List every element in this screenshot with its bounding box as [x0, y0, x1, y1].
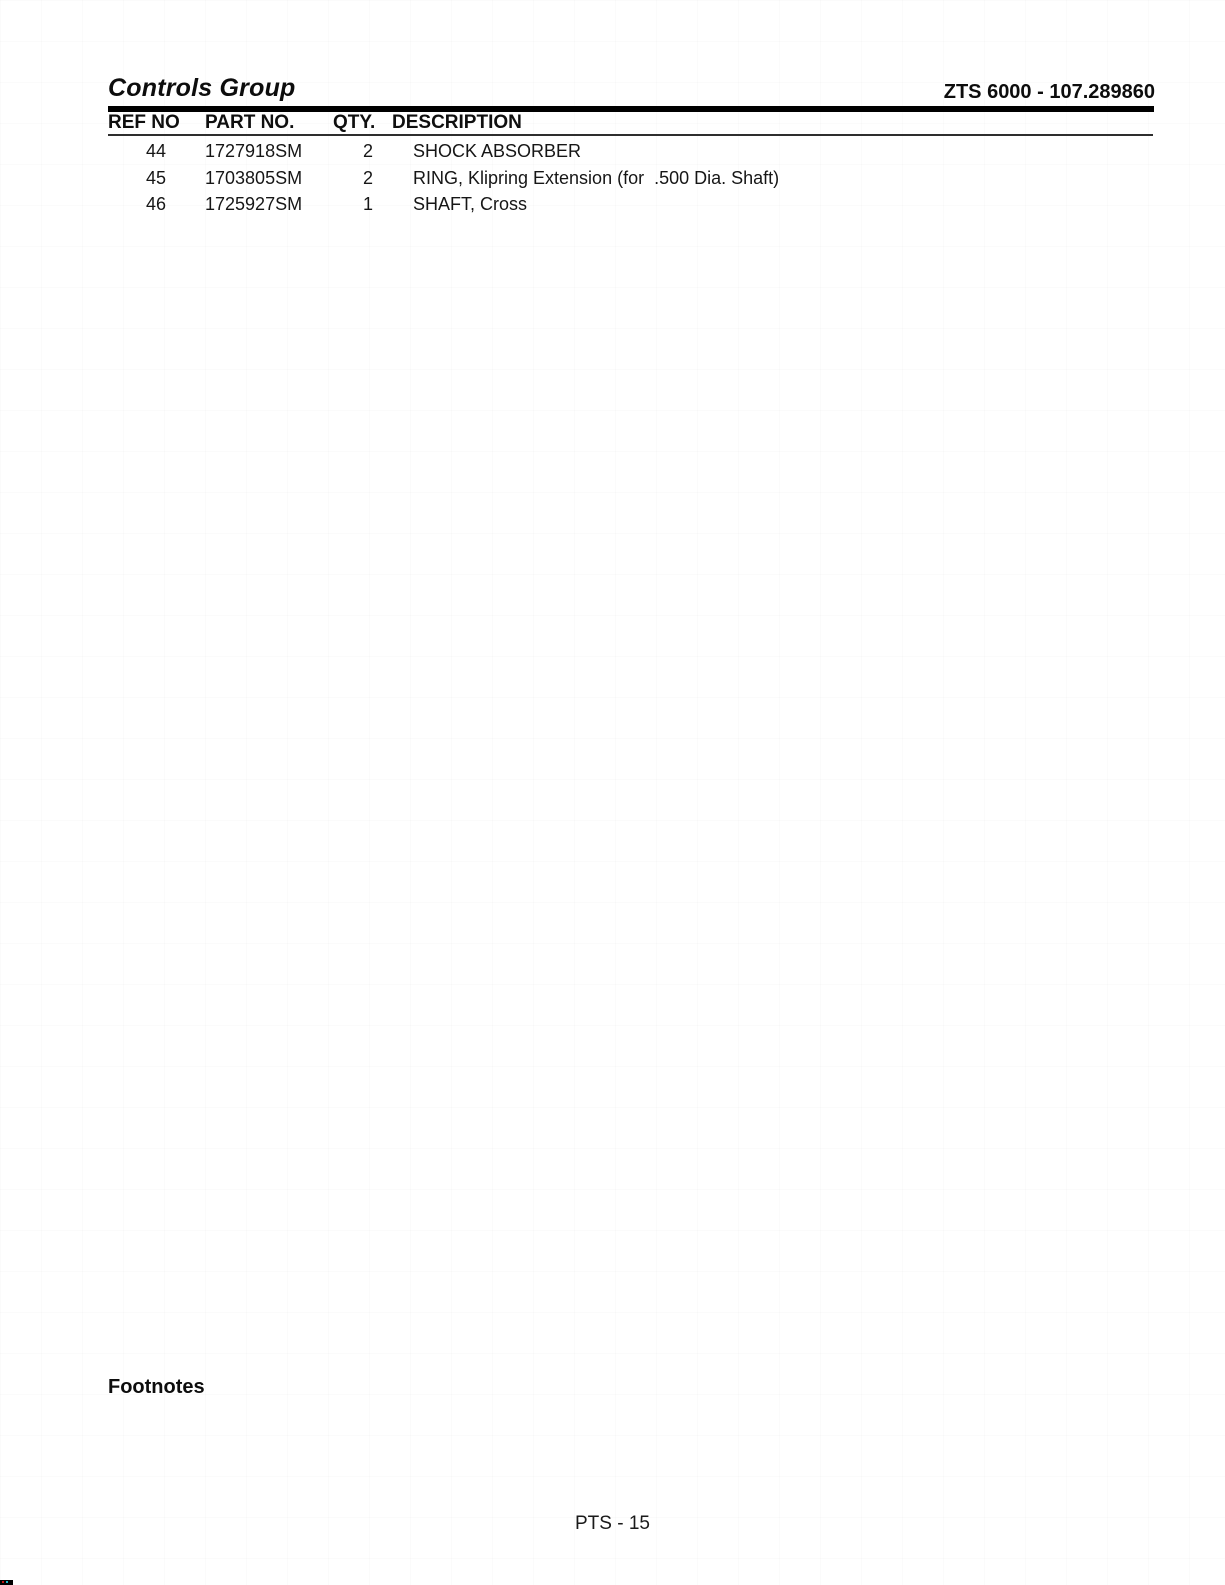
table-row — [108, 165, 1154, 192]
ref-no-cell: 46 — [146, 194, 167, 214]
description-cell: SHAFT, Cross — [413, 194, 528, 214]
ref-no-cell: 45 — [146, 167, 167, 188]
page-number: PTS - 15 — [575, 1513, 650, 1534]
table-header-row — [108, 112, 1154, 134]
model-number: ZTS 6000 - 107.289860 — [943, 81, 1155, 103]
part-no-cell: 1727918SM — [205, 141, 303, 161]
table-row — [108, 138, 1154, 165]
column-header-ref-no: REF NO — [108, 112, 180, 133]
qty-cell: 1 — [363, 194, 374, 214]
footnotes-heading: Footnotes — [108, 1376, 205, 1398]
scan-artifact-red-pixel — [2, 1581, 4, 1583]
scan-artifact-cyan-pixel — [6, 1581, 8, 1583]
description-cell: RING, Klipring Extension (for .500 Dia. Shaft) — [413, 167, 780, 188]
column-header-description: DESCRIPTION — [392, 112, 522, 133]
table-row — [108, 191, 1154, 218]
page-title: Controls Group — [108, 74, 296, 102]
qty-cell: 2 — [363, 141, 374, 161]
table-header-underline — [108, 134, 1153, 136]
description-cell: SHOCK ABSORBER — [413, 141, 582, 161]
scan-artifact — [0, 1580, 13, 1585]
ref-no-cell: 44 — [146, 141, 167, 161]
column-header-part-no: PART NO. — [205, 112, 295, 133]
column-header-qty: QTY. — [333, 112, 376, 133]
part-no-cell: 1725927SM — [205, 194, 303, 214]
part-no-cell: 1703805SM — [205, 167, 303, 188]
parts-table — [108, 138, 1154, 218]
qty-cell: 2 — [363, 167, 374, 188]
